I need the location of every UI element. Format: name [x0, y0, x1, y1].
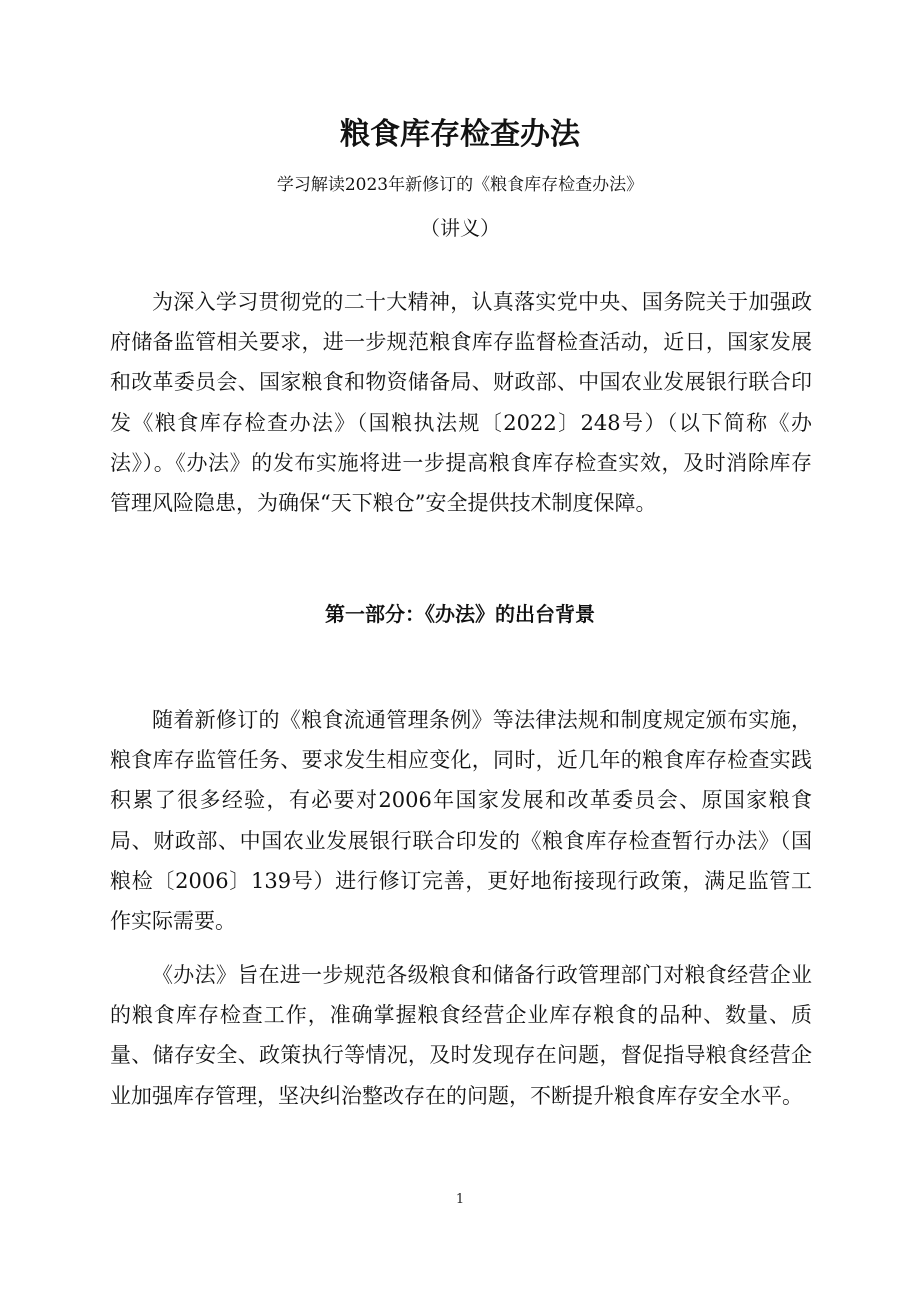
- intro-paragraph: 为深入学习贯彻党的二十大精神，认真落实党中央、国务院关于加强政府储备监管相关要求，进一步规范粮食库存监督检查活动，近日，国家发展和改革委员会、国家粮食和物资储备局、财政部、中国农业发展银行联合印发《粮食库存检查办法》（国粮执法规〔2022〕248号）（以下简称《办法》）。《办法》的发布实施将进一步提高粮食库存检查实效，及时消除库存管理风险隐患，为确保“天下粮仓”安全提供技术制度保障。: [110, 290, 812, 516]
- section-heading: 第一部分：《办法》的出台背景: [325, 602, 595, 626]
- section-paragraph: 随着新修订的《粮食流通管理条例》等法律法规和制度规定颁布实施，粮食库存监管任务、要求发生相应变化，同时，近几年的粮食库存检查实践积累了很多经验，有必要对2006年国家发展和改革委员会、原国家粮食局、财政部、中国农业发展银行联合印发的《粮食库存检查暂行办法》（国粮检〔2006〕139号）进行修订完善，更好地衔接现行政策，满足监管工作实际需要。: [110, 708, 812, 934]
- document-title: 粮食库存检查办法: [340, 117, 580, 152]
- document-note: （讲义）: [420, 216, 500, 240]
- page-number: 1: [455, 1192, 465, 1207]
- section-paragraph: 《办法》旨在进一步规范各级粮食和储备行政管理部门对粮食经营企业的粮食库存检查工作，准确掌握粮食经营企业库存粮食的品种、数量、质量、储存安全、政策执行等情况，及时发现存在问题，督促指导粮食经营企业加强库存管理，坚决纠治整改存在的问题，不断提升粮食库存安全水平。: [110, 963, 812, 1108]
- document-subtitle: 学习解读2023年新修订的《粮食库存检查办法》: [276, 175, 644, 195]
